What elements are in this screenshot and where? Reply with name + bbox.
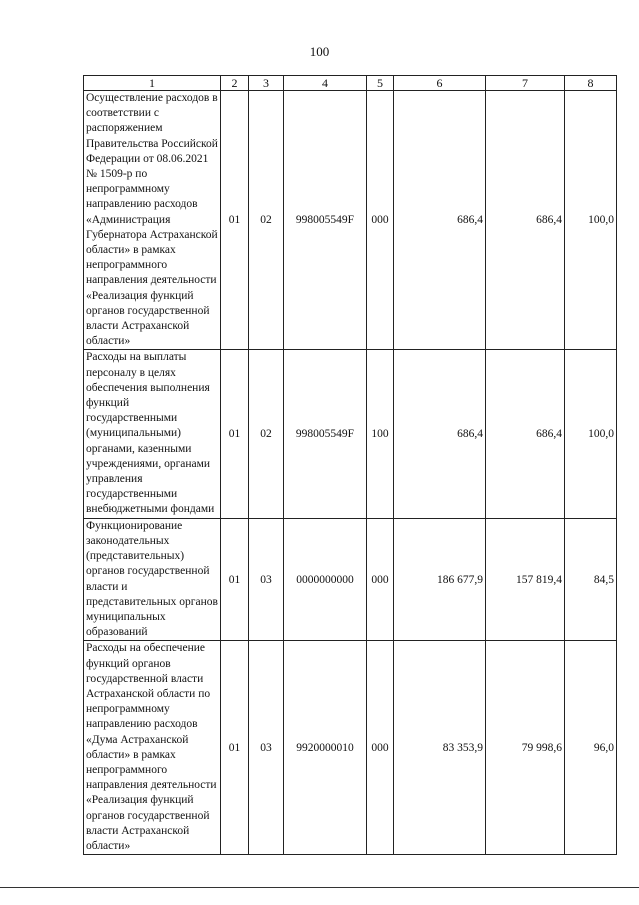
header-col-1: 1 [84,76,221,91]
row-percent: 84,5 [565,518,617,641]
row-target-article: 998005549F [284,350,367,518]
row-target-article: 0000000000 [284,518,367,641]
row-percent: 96,0 [565,641,617,855]
row-subsection: 02 [249,91,284,350]
row-percent: 100,0 [565,350,617,518]
row-expense-type: 000 [367,518,394,641]
row-description: Осуществление расходов в соответствии с распоряжением Правительства Российской Федерации от 08.06.2021 № 1509-р по непрограммному направлению расходов «Администрация Губернатора Астраханской области» в рамках непрограммного направления деятельности «Реализация функций органов государственной власти Астраханской области» [84,91,221,350]
table-row [84,518,617,641]
header-col-5: 5 [367,76,394,91]
row-target-article: 998005549F [284,91,367,350]
budget-table [83,75,617,855]
row-subsection: 02 [249,350,284,518]
row-approved: 186 677,9 [394,518,486,641]
row-approved: 83 353,9 [394,641,486,855]
header-col-2: 2 [221,76,249,91]
table-row [84,641,617,855]
row-executed: 686,4 [486,91,565,350]
row-section: 01 [221,91,249,350]
row-expense-type: 000 [367,641,394,855]
row-description: Функционирование законодательных (представительных) органов государственной власти и представительных органов муниципальных образований [84,518,221,641]
row-expense-type: 000 [367,91,394,350]
table-row [84,91,617,350]
row-expense-type: 100 [367,350,394,518]
header-col-4: 4 [284,76,367,91]
page-number: 100 [309,44,330,59]
row-section: 01 [221,350,249,518]
row-subsection: 03 [249,641,284,855]
row-description: Расходы на обеспечение функций органов государственной власти Астраханской области по непрограммному направлению расходов «Дума Астраханской области» в рамках непрограммного направления деятельности «Реализация функций органов государственной власти Астраханской области» [84,641,221,855]
header-col-6: 6 [394,76,486,91]
header-row [84,76,617,91]
row-approved: 686,4 [394,350,486,518]
header-col-7: 7 [486,76,565,91]
row-description: Расходы на выплаты персоналу в целях обеспечения выполнения функций государственными (муниципальными) органами, казенными учреждениями, органами управления государственными внебюджетными фондами [84,350,221,518]
table-row [84,350,617,518]
row-target-article: 9920000010 [284,641,367,855]
row-executed: 157 819,4 [486,518,565,641]
header-col-3: 3 [249,76,284,91]
row-section: 01 [221,518,249,641]
row-executed: 686,4 [486,350,565,518]
row-subsection: 03 [249,518,284,641]
row-section: 01 [221,641,249,855]
row-approved: 686,4 [394,91,486,350]
row-percent: 100,0 [565,91,617,350]
row-executed: 79 998,6 [486,641,565,855]
footer-rule [0,887,639,888]
header-col-8: 8 [565,76,617,91]
